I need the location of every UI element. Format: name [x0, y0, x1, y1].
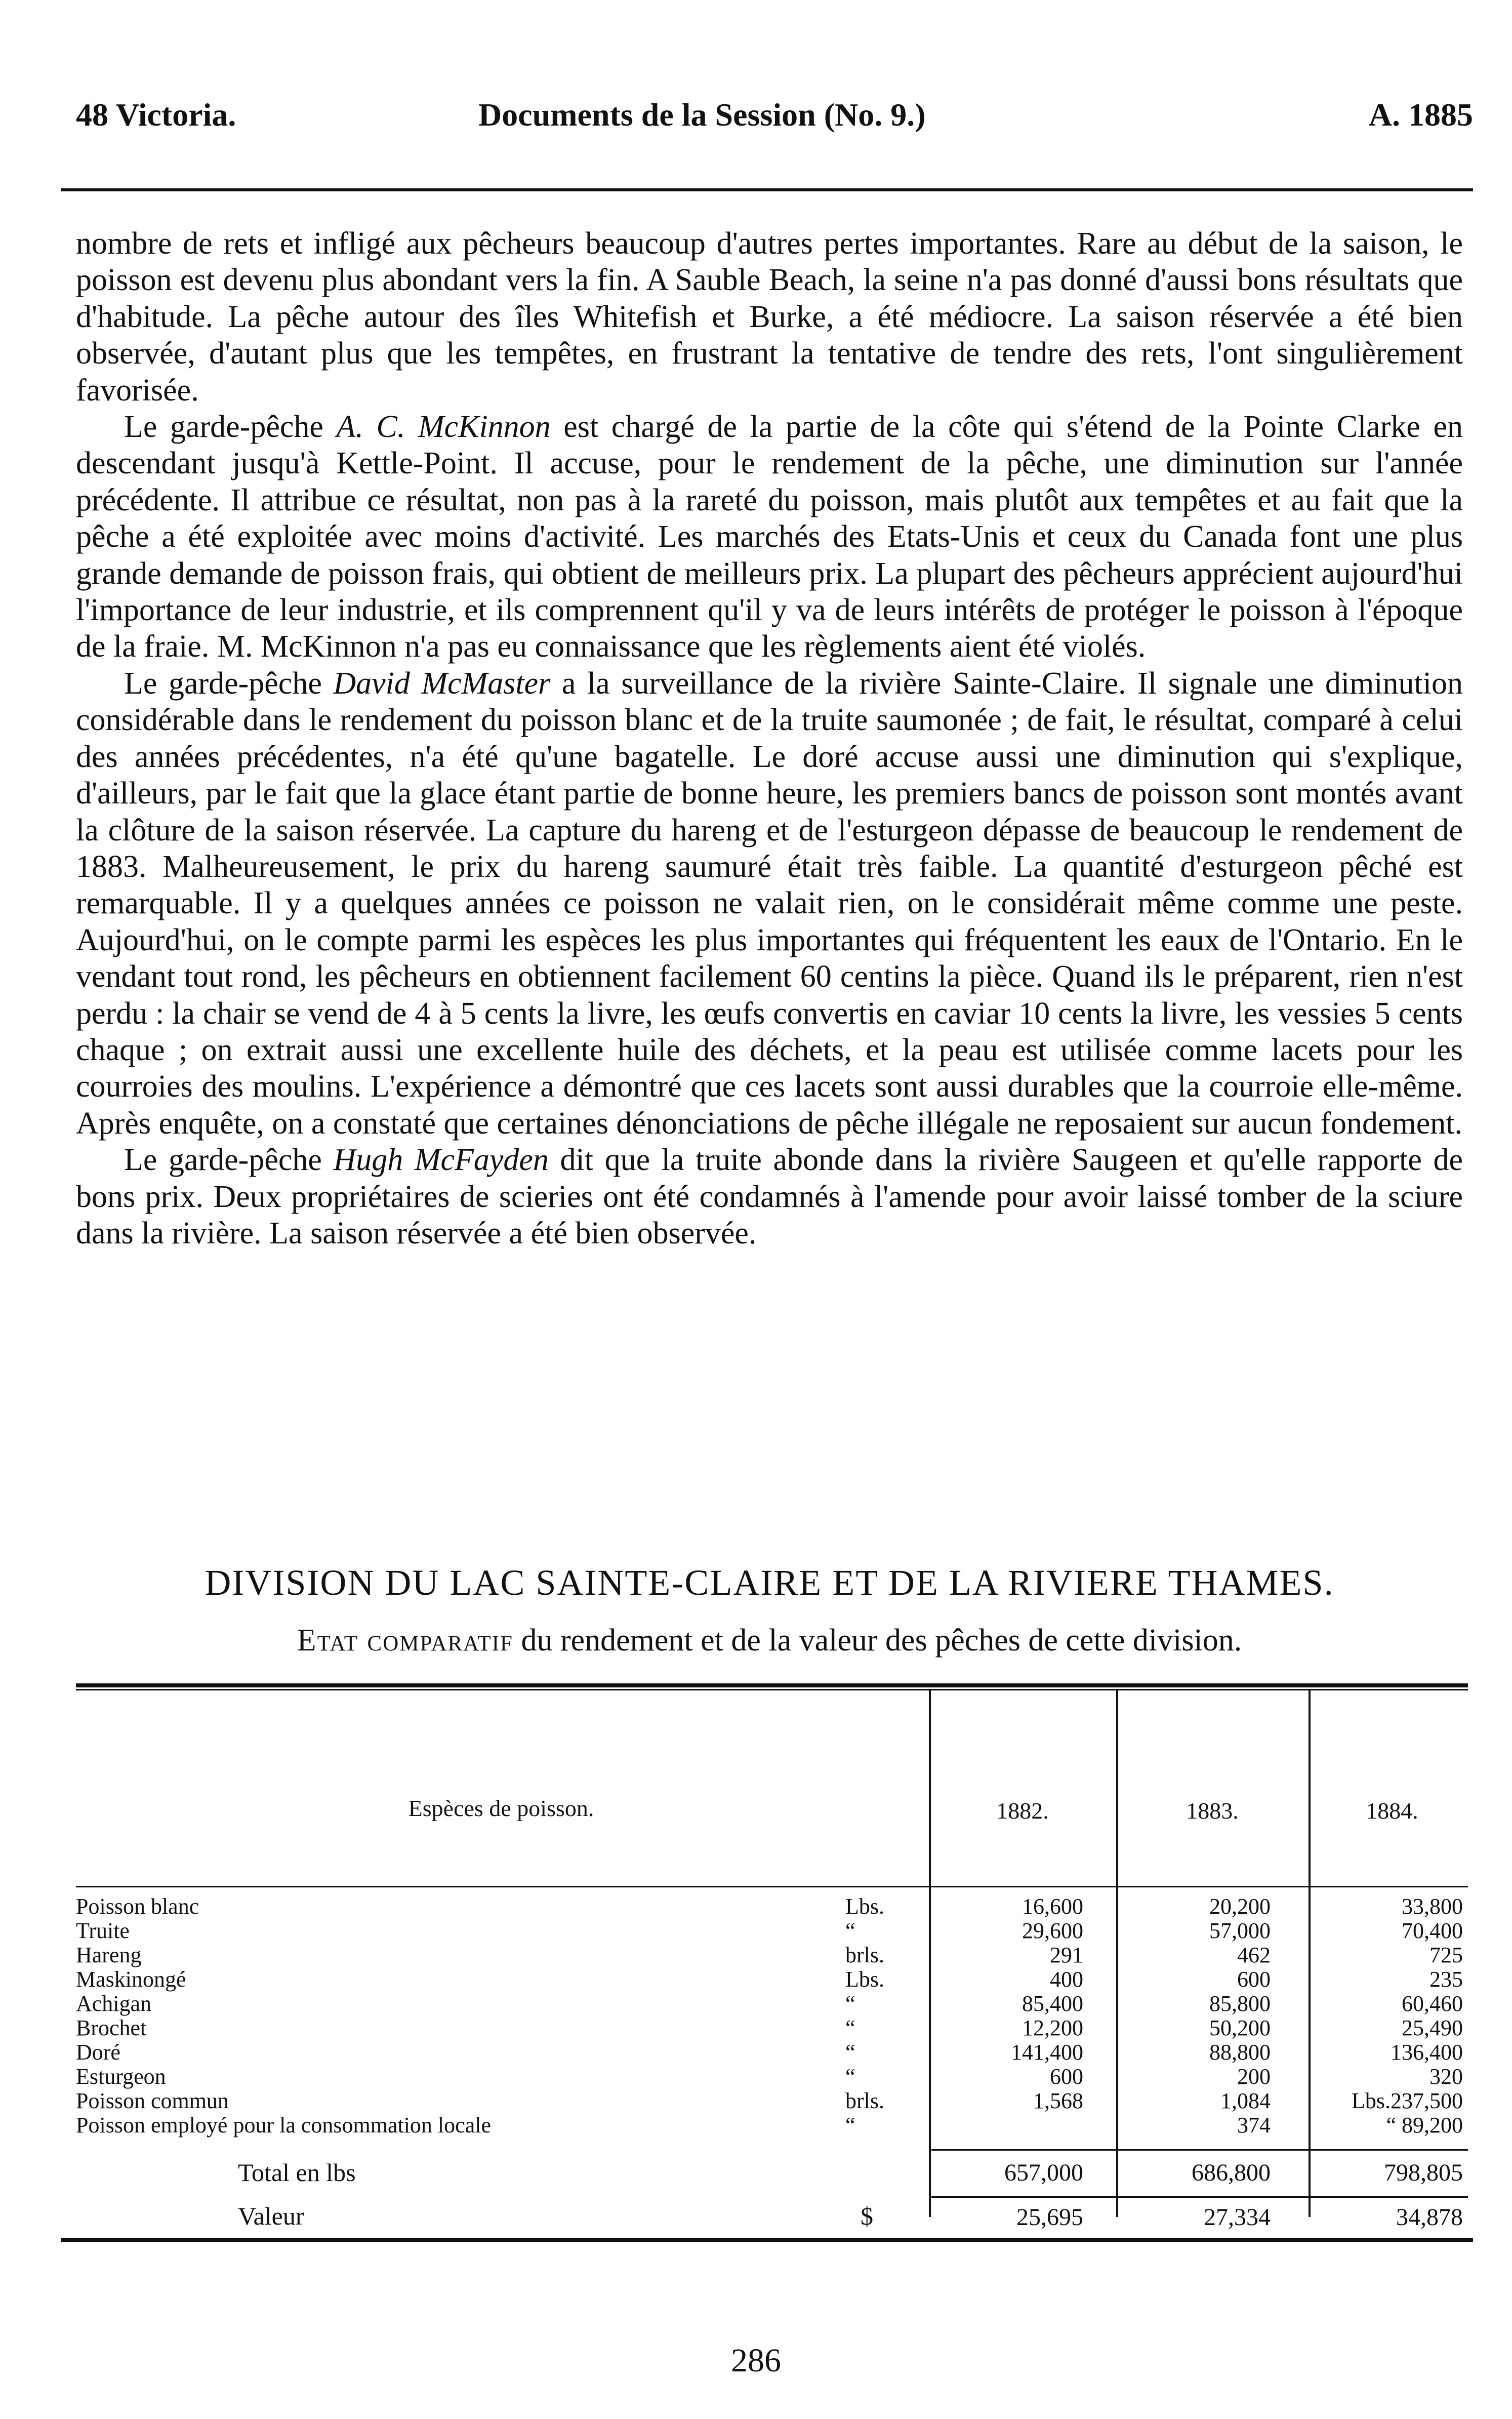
warden-name: Hugh McFayden	[333, 1143, 549, 1178]
cell-1882: 600	[1050, 2064, 1083, 2089]
cell-1884: 25,490	[1402, 2015, 1463, 2040]
warden-name: A. C. McKinnon	[336, 410, 551, 445]
cell-1882: 291	[1050, 1943, 1083, 1967]
header-rule	[61, 188, 1473, 191]
table-top-rule-thin	[76, 1689, 1468, 1690]
cell-1882: 29,600	[1022, 1918, 1083, 1943]
cell-1882: 85,400	[1022, 1991, 1083, 2016]
unit: “	[845, 1918, 855, 1943]
cell-1884: 320	[1429, 2064, 1463, 2089]
table-row-label: Doré	[76, 2040, 120, 2065]
cell-1882: 400	[1050, 1967, 1083, 1992]
valeur-1882: 25,695	[1016, 2204, 1083, 2231]
cell-1883: 50,200	[1209, 2015, 1271, 2040]
cell-1883: 462	[1237, 1943, 1271, 1967]
cell-1883: 57,000	[1209, 1918, 1271, 1943]
header-title: Documents de la Session (No. 9.)	[478, 97, 926, 133]
unit: “	[845, 2015, 855, 2040]
section-title: DIVISION DU LAC SAINTE-CLAIRE ET DE LA RIVIERE THAMES.	[205, 1562, 1334, 1603]
unit: Lbs.	[845, 1894, 884, 1919]
paragraph-4: Le garde-pêche Hugh McFayden dit que la truite abonde dans la rivière Saugeen et qu'elle rapporte de bons prix. Deux propriétaires de scieries ont été condamnés à l'amende pour avoir laissé tomber de la sciure dans la rivière. La saison réservée a été bien observée.	[76, 1143, 1463, 1251]
total-1884: 798,805	[1384, 2159, 1463, 2186]
cell-1883: 85,800	[1209, 1991, 1271, 2016]
cell-1884: 33,800	[1402, 1894, 1463, 1919]
header-1883: 1883.	[1186, 1798, 1239, 1824]
cell-1884: 60,460	[1402, 1991, 1463, 2016]
body-text	[76, 225, 1463, 1252]
cell-1883: 20,200	[1209, 1894, 1271, 1919]
cell-1883: 1,084	[1220, 2088, 1271, 2113]
header-year: A. 1885	[1368, 97, 1473, 133]
unit: brls.	[845, 2088, 884, 2113]
cell-1883: 88,800	[1209, 2040, 1271, 2065]
table-row-label: Brochet	[76, 2015, 147, 2040]
paragraph-3: Le garde-pêche David McMaster a la surveillance de la rivière Sainte-Claire. Il signale une diminution considérable dans le rendement du poisson blanc et de la truite saumonée ; de fait, le résultat, comparé à celui des années précédentes, n'a été qu'une bagatelle. Le doré accuse aussi une diminution qui s'explique, d'ailleurs, par le fait que la glace étant partie de bonne heure, les premiers bancs de poisson sont montés avant la clôture de la saison réservée. La capture du hareng et de l'esturgeon dépasse de beaucoup le rendement de 1883. Malheureusement, le prix du hareng saumuré était très faible. La quantité d'esturgeon pêché est remarquable. Il y a quelques années ce poisson ne valait rien, on le considérait même comme une peste. Aujourd'hui, on le compte parmi les espèces les plus importantes qui fréquentent les eaux de l'Ontario. En le vendant tout rond, les pêcheurs en obtiennent facilement 60 centins la pièce. Quand ils le préparent, rien n'est perdu : la chair se vend de 4 à 5 cents la livre, les œufs convertis en caviar 10 cents la livre, les vessies 5 cents chaque ; on extrait aussi une excellente huile des déchets, et la peau est utilisée comme lacets pour les courroies des moulins. L'expérience a démontré que ces lacets sont aussi durables que la courroie elle-même. Après enquête, on a constaté que certaines dénonciations de pêche illégale ne reposaient sur aucun fondement.	[76, 666, 1463, 1141]
unit: “	[845, 1991, 855, 2016]
header-1882: 1882.	[996, 1798, 1049, 1824]
total-rule	[931, 2149, 1468, 2151]
cell-1884: 136,400	[1391, 2040, 1463, 2065]
total-1882: 657,000	[1004, 2159, 1083, 2186]
valeur-rule	[931, 2196, 1468, 2198]
header-1884: 1884.	[1366, 1798, 1418, 1824]
header-rule-bottom	[76, 1886, 1468, 1887]
table-row-label: Poisson blanc	[76, 1894, 199, 1919]
warden-name: David McMaster	[333, 666, 551, 701]
total-label: Total en lbs	[238, 2158, 356, 2187]
section-subtitle: Etat comparatif du rendement et de la valeur des pêches de cette division.	[297, 1623, 1242, 1658]
cell-1884: “ 89,200	[1386, 2113, 1463, 2138]
table-top-rule	[76, 1683, 1468, 1687]
column-divider	[1309, 1690, 1311, 2217]
valeur-1883: 27,334	[1204, 2204, 1271, 2231]
header-volume: 48 Victoria.	[76, 97, 236, 133]
cell-1882: 16,600	[1022, 1894, 1083, 1919]
unit: “	[845, 2113, 855, 2138]
total-1883: 686,800	[1192, 2159, 1271, 2186]
paragraph-1: nombre de rets et infligé aux pêcheurs beaucoup d'autres pertes importantes. Rare au début de la saison, le poisson est devenu plus abondant vers la fin. A Sauble Beach, la seine n'a pas donné d'aussi bons résultats que d'habitude. La pêche autour des îles Whitefish et Burke, a été médiocre. La saison réservée a été bien observée, d'autant plus que les tempêtes, en frustrant la tentative de tendre des rets, l'ont singulièrement favorisée.	[76, 226, 1463, 408]
valeur-unit: $	[861, 2202, 873, 2230]
table-bottom-rule	[61, 2238, 1473, 2242]
valeur-label: Valeur	[238, 2202, 304, 2230]
page-number: 286	[731, 2342, 781, 2379]
column-divider	[929, 1690, 931, 2217]
column-divider	[1116, 1690, 1118, 2217]
table-row-label: Poisson commun	[76, 2088, 229, 2113]
paragraph-2: Le garde-pêche A. C. McKinnon est chargé de la partie de la côte qui s'étend de la Pointe Clarke en descendant jusqu'à Kettle-Point. Il accuse, pour le rendement de la pêche, une diminution sur l'année précédente. Il attribue ce résultat, non pas à la rareté du poisson, mais plutôt aux tempêtes et au fait que la pêche a été exploitée avec moins d'activité. Les marchés des Etats-Unis et ceux du Canada font une plus grande demande de poisson frais, qui obtient de meilleurs prix. La plupart des pêcheurs apprécient aujourd'hui l'importance de leur industrie, et ils comprennent qu'il y va de leurs intérêts de protéger le poisson à l'époque de la fraie. M. McKinnon n'a pas eu connaissance que les règlements aient été violés.	[76, 410, 1463, 664]
cell-1884: Lbs.237,500	[1352, 2088, 1463, 2113]
unit: Lbs.	[845, 1967, 884, 1992]
table-row-label: Truite	[76, 1918, 130, 1943]
cell-1882: 1,568	[1033, 2088, 1083, 2113]
unit: brls.	[845, 1943, 884, 1967]
table-row-label: Hareng	[76, 1943, 142, 1967]
cell-1883: 600	[1237, 1967, 1271, 1992]
unit: “	[845, 2040, 855, 2065]
cell-1884: 235	[1429, 1967, 1463, 1992]
table-row-label: Achigan	[76, 1991, 152, 2016]
cell-1884: 725	[1429, 1943, 1463, 1967]
cell-1883: 200	[1237, 2064, 1271, 2089]
header-species: Espèces de poisson.	[408, 1795, 594, 1821]
table-row-label: Esturgeon	[76, 2064, 166, 2089]
table-row-label: Poisson employé pour la consommation locale	[76, 2113, 491, 2138]
table-row-label: Maskinongé	[76, 1967, 186, 1992]
unit: “	[845, 2064, 855, 2089]
cell-1882: 141,400	[1011, 2040, 1083, 2065]
running-header	[76, 96, 1473, 152]
cell-1882: 12,200	[1022, 2015, 1083, 2040]
valeur-1884: 34,878	[1396, 2204, 1463, 2231]
cell-1884: 70,400	[1402, 1918, 1463, 1943]
cell-1883: 374	[1237, 2113, 1271, 2138]
